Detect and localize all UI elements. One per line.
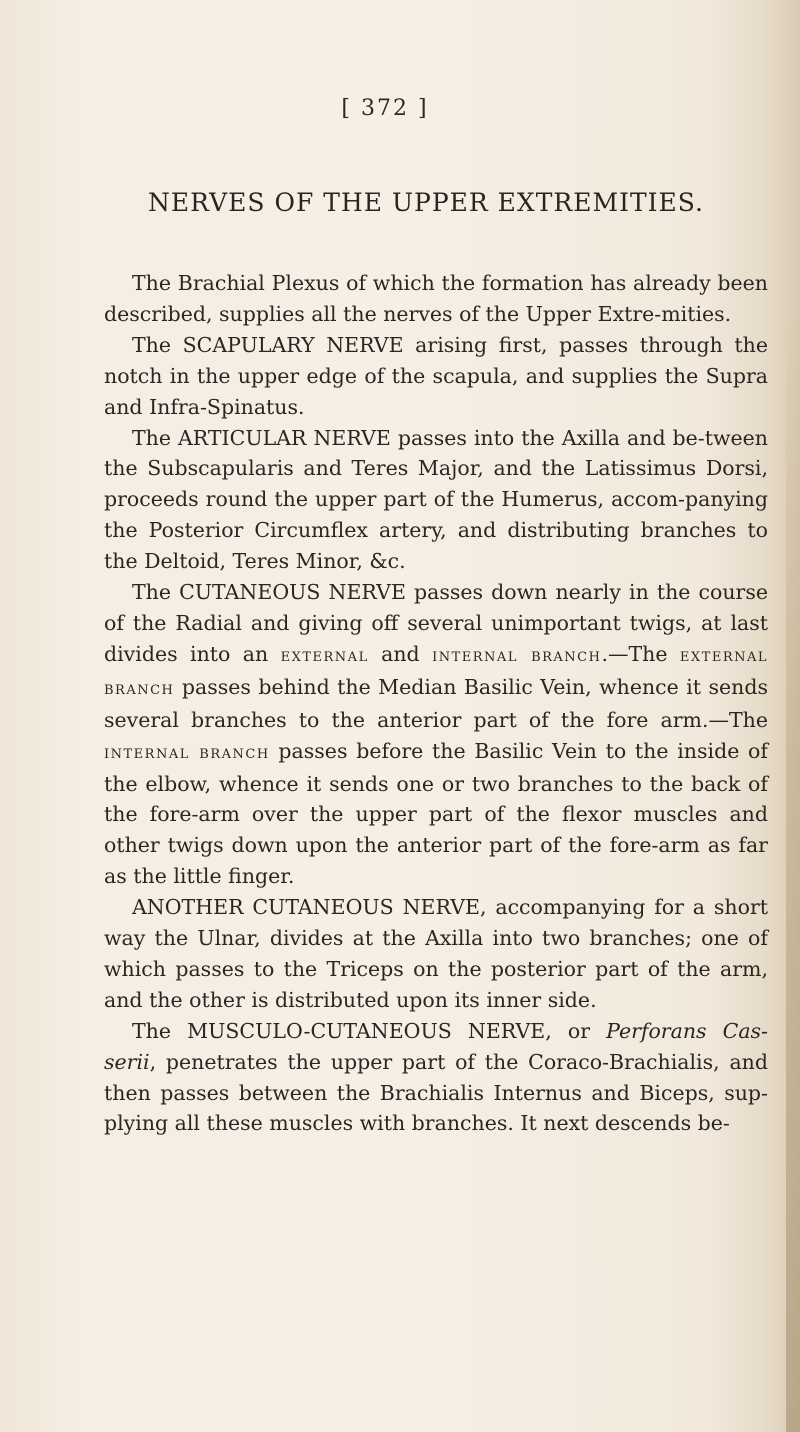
italic-term: Perforans Cas-serii [104, 1018, 768, 1074]
paragraph-text: .—The [601, 641, 680, 666]
paragraph-another-cutaneous-nerve [104, 892, 768, 1016]
paragraph-text: , or [545, 1018, 607, 1043]
paragraph-text: passes before the Basilic Vein to the inside of the elbow, whence it sends one or two branches to the back of the fore-arm over the upper part of the flexor muscles and other twigs down upon the anterior part of the fore-arm as far as the little finger. [104, 738, 768, 889]
paragraph-musculo-cutaneous-nerve [104, 1016, 768, 1140]
paragraph-scapulary-nerve [104, 330, 768, 423]
paragraph-text: passes into the Axilla and be-tween the Subscapularis and Teres Major, and the Latissimus Dorsi, proceeds round the upper part of the Humerus, accom-panying the Posterior Circumflex artery, and distributing branches to the Deltoid, Teres Minor, &c. [104, 425, 768, 574]
paragraph-text: arising first, passes through the notch in the upper edge of the scapula, and supplies the Supra and Infra-Spinatus. [104, 332, 768, 419]
paragraph-text: passes behind the Median Basilic Vein, whence it sends several branches to the anterior part of the fore arm.—The [104, 674, 768, 732]
small-caps-term: internal branch [104, 741, 270, 763]
small-caps-term: internal branch [432, 644, 602, 666]
page-edge-stain [786, 300, 800, 1432]
paragraph-text: The Brachial Plexus of which the formation has already been described, supplies all the nerves of the Upper Extre-mities. [104, 271, 768, 326]
paragraph-text: and [368, 641, 433, 666]
paragraph-text: passes down nearly in the course of the Radial and giving off several unimportant twigs, at last divides into an [104, 580, 769, 666]
nerve-heading: The MUSCULO-CUTANEOUS NERVE [132, 1018, 546, 1043]
chapter-title: NERVES OF THE UPPER EXTREMITIES. [148, 188, 704, 217]
paragraph-articular-nerve [104, 423, 768, 578]
nerve-heading: The CUTANEOUS NERVE [132, 580, 406, 605]
body-text [104, 268, 768, 1139]
paragraph-cutaneous-nerve [104, 577, 768, 892]
nerve-heading: The SCAPULARY NERVE [132, 332, 404, 357]
paragraph-brachial-plexus [104, 268, 768, 330]
nerve-heading: The ARTICULAR NERVE [132, 425, 391, 450]
small-caps-term: external [280, 644, 369, 666]
small-caps-term: external branch [104, 644, 769, 699]
paragraph-text: , accompanying for a short way the Ulnar, divides at the Axilla into two branches; one of which passes to the Triceps on the posterior part of the arm, and the other is distributed upon its inner side. [104, 895, 768, 1012]
nerve-heading: ANOTHER CUTANEOUS NERVE [132, 895, 480, 920]
page-number: [ 372 ] [341, 96, 429, 121]
paragraph-text: , penetrates the upper part of the Coraco-Brachialis, and then passes between the Brachialis Internus and Biceps, sup-plying all these muscles with branches. It next descends be- [104, 1049, 768, 1136]
